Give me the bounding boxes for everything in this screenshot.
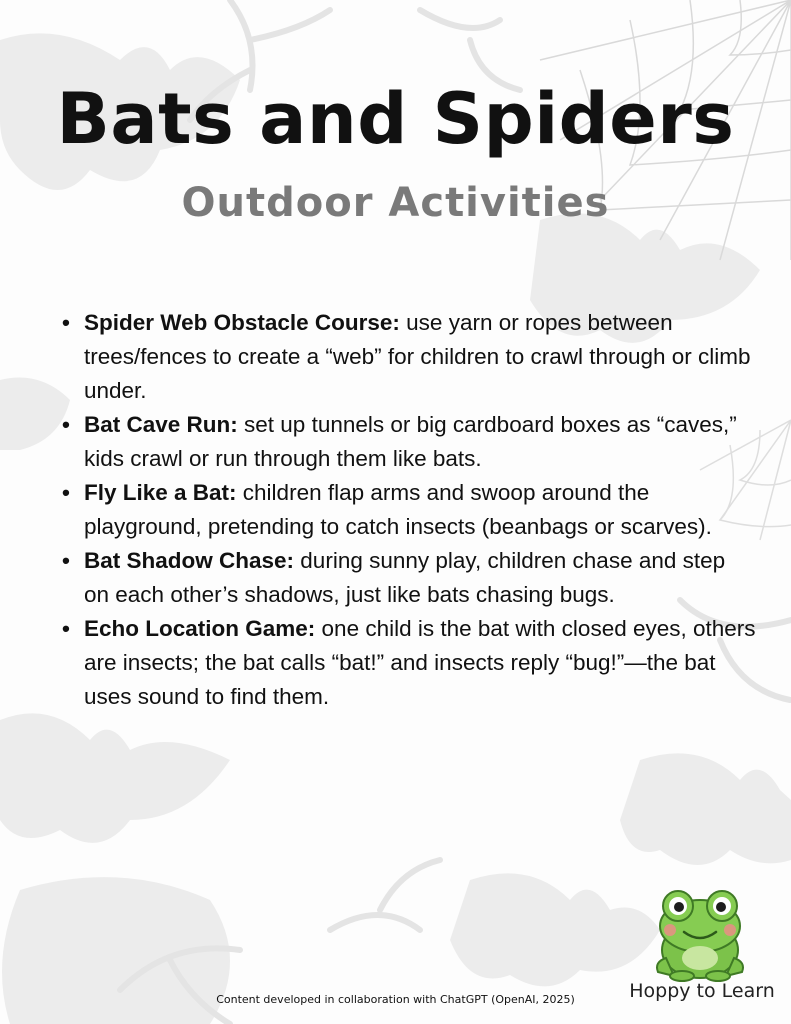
bullet-icon: • <box>62 480 70 505</box>
activity-name: Fly Like a Bat: <box>84 480 237 505</box>
frog-icon <box>644 886 756 982</box>
brand-name: Hoppy to Learn <box>629 980 775 1002</box>
bat-silhouette-icon <box>450 873 660 986</box>
activity-description: set up tunnels or big cardboard boxes as “caves,” kids crawl or run through them like bats. <box>84 412 737 471</box>
activity-name: Bat Cave Run: <box>84 412 238 437</box>
activity-description: during sunny play, children chase and step on each other’s shadows, just like bats chasing bugs. <box>84 548 726 607</box>
page-subtitle: Outdoor Activities <box>181 180 610 226</box>
bullet-icon: • <box>62 548 70 573</box>
activity-name: Echo Location Game: <box>84 616 316 641</box>
list-item <box>56 544 756 612</box>
activity-name: Bat Shadow Chase: <box>84 548 295 573</box>
list-item <box>56 408 756 476</box>
bat-silhouette-icon <box>0 713 230 843</box>
content-credit: Content developed in collaboration with ChatGPT (OpenAI, 2025) <box>216 993 575 1006</box>
activity-list <box>56 306 756 714</box>
activity-description: one child is the bat with closed eyes, others are insects; the bat calls “bat!” and insects reply “bug!”—the bat uses sound to find them. <box>84 616 756 709</box>
page-title: Bats and Spiders <box>56 78 735 160</box>
bullet-icon: • <box>62 412 70 437</box>
activity-name: Spider Web Obstacle Course: <box>84 310 400 335</box>
activity-description: use yarn or ropes between trees/fences to create a “web” for children to crawl through or climb under. <box>84 310 751 403</box>
bat-silhouette-icon <box>620 753 791 865</box>
bullet-icon: • <box>62 616 70 641</box>
activity-description: children flap arms and swoop around the playground, pretending to catch insects (beanbags or scarves). <box>84 480 712 539</box>
list-item <box>56 306 756 408</box>
list-item <box>56 612 756 714</box>
list-item <box>56 476 756 544</box>
bullet-icon: • <box>62 310 70 335</box>
